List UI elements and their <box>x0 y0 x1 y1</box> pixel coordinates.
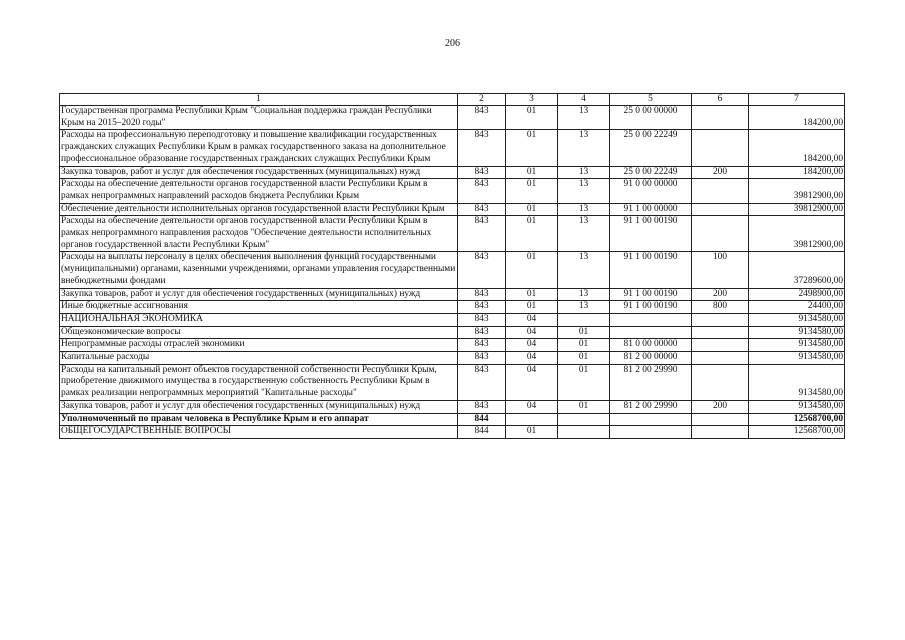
subsection-code-cell: 01 <box>558 339 610 352</box>
target-article-cell: 81 2 00 29990 <box>610 364 692 400</box>
column-header: 5 <box>610 94 692 106</box>
amount-cell: 12568700,00 <box>749 426 845 439</box>
table-row <box>60 288 845 301</box>
amount-cell: 9134580,00 <box>749 313 845 326</box>
expense-type-cell <box>692 313 749 326</box>
target-article-cell: 81 2 00 29990 <box>610 400 692 413</box>
subsection-code-cell: 13 <box>558 301 610 314</box>
ministry-code-cell: 843 <box>458 216 506 252</box>
section-code-cell: 01 <box>506 426 558 439</box>
target-article-cell <box>610 413 692 426</box>
amount-cell: 9134580,00 <box>749 364 845 400</box>
row-name-cell: Капитальные расходы <box>60 352 458 365</box>
target-article-cell <box>610 313 692 326</box>
target-article-cell: 91 1 00 00190 <box>610 216 692 252</box>
row-name-cell: Расходы на профессиональную переподготовку и повышение квалификации государственных гражданских служащих Республики Крым в рамках государственного заказа на дополнительное профессиональное образование государственных гражданских служащих Республики Крым <box>60 130 458 166</box>
amount-cell: 39812900,00 <box>749 179 845 203</box>
target-article-cell: 91 1 00 00000 <box>610 203 692 216</box>
expense-type-cell <box>692 216 749 252</box>
column-header: 6 <box>692 94 749 106</box>
subsection-code-cell <box>558 413 610 426</box>
column-header: 3 <box>506 94 558 106</box>
ministry-code-cell: 843 <box>458 130 506 166</box>
amount-cell: 2498900,00 <box>749 288 845 301</box>
target-article-cell: 91 0 00 00000 <box>610 179 692 203</box>
section-code-cell: 04 <box>506 313 558 326</box>
target-article-cell: 91 1 00 00190 <box>610 252 692 288</box>
amount-cell: 9134580,00 <box>749 400 845 413</box>
row-name-cell: Закупка товаров, работ и услуг для обеспечения государственных (муниципальных) нужд <box>60 288 458 301</box>
subsection-code-cell <box>558 313 610 326</box>
table-row <box>60 301 845 314</box>
expense-type-cell <box>692 203 749 216</box>
subsection-code-cell: 13 <box>558 252 610 288</box>
ministry-code-cell: 843 <box>458 166 506 179</box>
expense-type-cell <box>692 413 749 426</box>
column-header: 4 <box>558 94 610 106</box>
table-row <box>60 413 845 426</box>
amount-cell: 12568700,00 <box>749 413 845 426</box>
ministry-code-cell: 843 <box>458 179 506 203</box>
ministry-code-cell: 843 <box>458 352 506 365</box>
expense-type-cell <box>692 106 749 130</box>
table-row <box>60 166 845 179</box>
section-code-cell: 01 <box>506 301 558 314</box>
target-article-cell <box>610 426 692 439</box>
section-code-cell: 04 <box>506 339 558 352</box>
subsection-code-cell: 13 <box>558 166 610 179</box>
ministry-code-cell: 844 <box>458 426 506 439</box>
subsection-code-cell: 13 <box>558 288 610 301</box>
subsection-code-cell: 13 <box>558 130 610 166</box>
amount-cell: 184200,00 <box>749 106 845 130</box>
target-article-cell: 25 0 00 22249 <box>610 130 692 166</box>
expense-type-cell: 800 <box>692 301 749 314</box>
amount-cell: 39812900,00 <box>749 216 845 252</box>
ministry-code-cell: 844 <box>458 413 506 426</box>
expense-type-cell <box>692 426 749 439</box>
section-code-cell <box>506 413 558 426</box>
subsection-code-cell: 13 <box>558 203 610 216</box>
amount-cell: 184200,00 <box>749 166 845 179</box>
table-row <box>60 326 845 339</box>
amount-cell: 24400,00 <box>749 301 845 314</box>
section-code-cell: 01 <box>506 203 558 216</box>
table-row <box>60 352 845 365</box>
row-name-cell: Закупка товаров, работ и услуг для обеспечения государственных (муниципальных) нужд <box>60 400 458 413</box>
row-name-cell: Обеспечение деятельности исполнительных органов государственной власти Республики Крым <box>60 203 458 216</box>
expense-type-cell <box>692 364 749 400</box>
table-row <box>60 426 845 439</box>
expense-type-cell <box>692 339 749 352</box>
expense-type-cell: 200 <box>692 288 749 301</box>
column-header: 1 <box>60 94 458 106</box>
target-article-cell: 25 0 00 00000 <box>610 106 692 130</box>
table-row <box>60 106 845 130</box>
section-code-cell: 01 <box>506 216 558 252</box>
section-code-cell: 04 <box>506 352 558 365</box>
row-name-cell: Расходы на выплаты персоналу в целях обеспечения выполнения функций государственными (муниципальными) органами, казенными учреждениями, органами управления государственными внебюджетными фондами <box>60 252 458 288</box>
ministry-code-cell: 843 <box>458 400 506 413</box>
page-number: 206 <box>445 38 460 49</box>
row-name-cell: Государственная программа Республики Крым "Социальная поддержка граждан Республики Крым на 2015–2020 годы" <box>60 106 458 130</box>
amount-cell: 9134580,00 <box>749 352 845 365</box>
section-code-cell: 01 <box>506 130 558 166</box>
table-row <box>60 216 845 252</box>
ministry-code-cell: 843 <box>458 364 506 400</box>
target-article-cell: 81 2 00 00000 <box>610 352 692 365</box>
ministry-code-cell: 843 <box>458 313 506 326</box>
ministry-code-cell: 843 <box>458 252 506 288</box>
row-name-cell: Расходы на капитальный ремонт объектов государственной собственности Республики Крым, приобретение движимого имущества в государственную собственность Республики Крым в рамках реализации непрограммных мероприятий "Капитальные расходы" <box>60 364 458 400</box>
subsection-code-cell: 01 <box>558 400 610 413</box>
row-name-cell: Закупка товаров, работ и услуг для обеспечения государственных (муниципальных) нужд <box>60 166 458 179</box>
subsection-code-cell: 13 <box>558 106 610 130</box>
table-row <box>60 364 845 400</box>
amount-cell: 9134580,00 <box>749 339 845 352</box>
ministry-code-cell: 843 <box>458 203 506 216</box>
table-row <box>60 203 845 216</box>
column-header: 7 <box>749 94 845 106</box>
target-article-cell: 81 0 00 00000 <box>610 339 692 352</box>
table-header-row <box>60 94 845 106</box>
expense-type-cell <box>692 352 749 365</box>
expense-type-cell <box>692 179 749 203</box>
subsection-code-cell <box>558 426 610 439</box>
section-code-cell: 04 <box>506 364 558 400</box>
amount-cell: 184200,00 <box>749 130 845 166</box>
section-code-cell: 01 <box>506 106 558 130</box>
expense-type-cell <box>692 130 749 166</box>
amount-cell: 39812900,00 <box>749 203 845 216</box>
amount-cell: 37289600,00 <box>749 252 845 288</box>
ministry-code-cell: 843 <box>458 301 506 314</box>
row-name-cell: ОБЩЕГОСУДАРСТВЕННЫЕ ВОПРОСЫ <box>60 426 458 439</box>
table-row <box>60 400 845 413</box>
section-code-cell: 01 <box>506 179 558 203</box>
section-code-cell: 04 <box>506 326 558 339</box>
ministry-code-cell: 843 <box>458 288 506 301</box>
amount-cell: 9134580,00 <box>749 326 845 339</box>
row-name-cell: Общеэкономические вопросы <box>60 326 458 339</box>
column-header: 2 <box>458 94 506 106</box>
row-name-cell: НАЦИОНАЛЬНАЯ ЭКОНОМИКА <box>60 313 458 326</box>
budget-table <box>59 93 845 439</box>
expense-type-cell: 200 <box>692 166 749 179</box>
expense-type-cell <box>692 326 749 339</box>
table-row <box>60 179 845 203</box>
target-article-cell: 91 1 00 00190 <box>610 288 692 301</box>
row-name-cell: Непрограммные расходы отраслей экономики <box>60 339 458 352</box>
section-code-cell: 01 <box>506 288 558 301</box>
section-code-cell: 04 <box>506 400 558 413</box>
row-name-cell: Иные бюджетные ассигнования <box>60 301 458 314</box>
ministry-code-cell: 843 <box>458 326 506 339</box>
target-article-cell: 25 0 00 22249 <box>610 166 692 179</box>
table-row <box>60 252 845 288</box>
expense-type-cell: 200 <box>692 400 749 413</box>
section-code-cell: 01 <box>506 252 558 288</box>
subsection-code-cell: 13 <box>558 179 610 203</box>
subsection-code-cell: 01 <box>558 364 610 400</box>
ministry-code-cell: 843 <box>458 339 506 352</box>
table-row <box>60 339 845 352</box>
expense-type-cell: 100 <box>692 252 749 288</box>
target-article-cell: 91 1 00 00190 <box>610 301 692 314</box>
table-row <box>60 313 845 326</box>
row-name-cell: Расходы на обеспечение деятельности органов государственной власти Республики Крым в рамках непрограммного направления расходов "Обеспечение деятельности исполнительных органов государственной власти Республики Крым" <box>60 216 458 252</box>
subsection-code-cell: 01 <box>558 326 610 339</box>
subsection-code-cell: 13 <box>558 216 610 252</box>
section-code-cell: 01 <box>506 166 558 179</box>
row-name-cell: Уполномоченный по правам человека в Республике Крым и его аппарат <box>60 413 458 426</box>
row-name-cell: Расходы на обеспечение деятельности органов государственной власти Республики Крым в рамках непрограммных направлений расходов бюджета Республики Крым <box>60 179 458 203</box>
table-row <box>60 130 845 166</box>
subsection-code-cell: 01 <box>558 352 610 365</box>
ministry-code-cell: 843 <box>458 106 506 130</box>
target-article-cell <box>610 326 692 339</box>
